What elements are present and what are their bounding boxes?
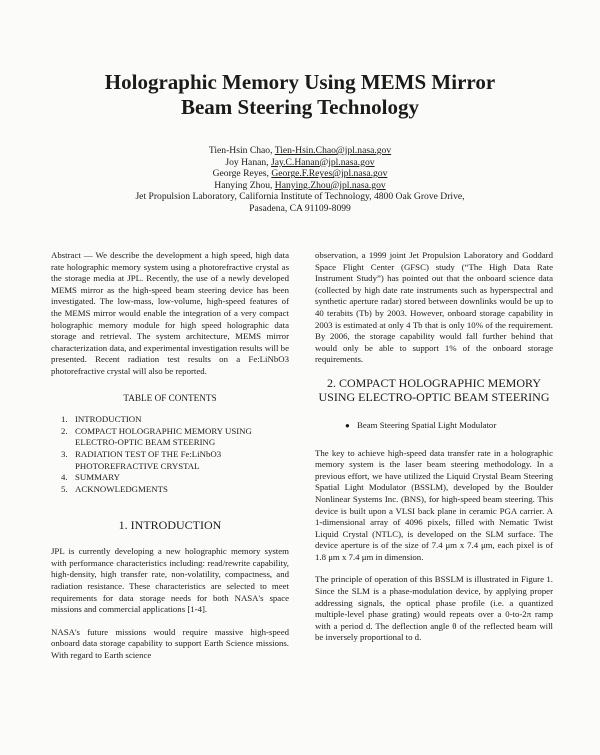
toc-item (61, 484, 289, 496)
bullet-icon: ● (345, 420, 350, 430)
intro-paragraph: JPL is currently developing a new holographic memory system with performance characteristics including: read/rewrite capability, high-density, high transfer rate, non-volatility, compactness, and radiation resistance. These characteristics are selected to meet requirements for data storage needs for both NASA's space missions and commercial applications [1-4]. (51, 546, 289, 615)
affiliation-line: Jet Propulsion Laboratory, California Institute of Technology, 4800 Oak Grove Drive, (135, 191, 465, 203)
author-name: Tien-Hsin Chao, (208, 145, 275, 156)
intro-paragraph: NASA's future missions would require massive high-speed onboard data storage capability to support Earth Science missions. With regard to Earth science (51, 626, 289, 661)
author-email-link[interactable]: George.F.Reyes@jpl.nasa.gov (271, 168, 388, 180)
bullet-text: Beam Steering Spatial Light Modulator (357, 419, 497, 430)
bullet-item (345, 420, 553, 432)
author-line (0, 168, 600, 180)
abstract-paragraph: Abstract — We describe the development a high speed, high data rate holographic memory system using a photorefractive crystal as the storage media at JPL. Recently, the use of a newly developed MEMS mirror as the high-speed beam steering device has been investigated. The low-mass, low-volume, high-speed features of the MEMS mirror would enable the integration of a very compact holographic memory module for high speed holographic data storage and retrieval. The system architecture, MEMS mirror characterization data, and experimental investigation results will be presented. Recent radiation test results on a Fe:LiNbO3 photorefractive crystal will also be reported. (51, 250, 289, 376)
toc-text: ACKNOWLEDGMENTS (75, 483, 168, 494)
toc-number: 2. (61, 425, 68, 436)
section-heading-compact-memory-line-1: 2. COMPACT HOLOGRAPHIC MEMORY (326, 375, 542, 390)
left-column (51, 250, 289, 662)
toc-number: 5. (61, 483, 68, 494)
toc-item (61, 472, 289, 484)
table-of-contents (51, 414, 289, 495)
toc-heading: TABLE OF CONTENTS (123, 392, 217, 403)
toc-text: SUMMARY (75, 472, 120, 483)
author-block (0, 145, 600, 215)
toc-item (61, 449, 289, 472)
section-heading-introduction: 1. INTRODUCTION (118, 518, 222, 533)
author-email-link[interactable]: Hanying.Zhou@jpl.nasa.gov (274, 179, 386, 191)
toc-number: 4. (61, 472, 68, 483)
toc-text: RADIATION TEST OF THE Fe:LiNbO3 PHOTOREFRACTIVE CRYSTAL (75, 448, 222, 471)
paper-title (0, 70, 600, 120)
title-line-2: Beam Steering Technology (180, 95, 419, 119)
author-email-link[interactable]: Tien-Hsin.Chao@jpl.nasa.gov (274, 145, 392, 156)
author-line (0, 145, 600, 157)
right-column (315, 250, 553, 644)
title-line-1: Holographic Memory Using MEMS Mirror (104, 70, 496, 94)
author-email-link[interactable]: Jay.C.Hanan@jpl.nasa.gov (270, 156, 375, 168)
body-paragraph: observation, a 1999 joint Jet Propulsion Laboratory and Goddard Space Flight Center (GFSC) study (“The High Data Rate Instrument Study”) has pointed out that the onboard science data (collected by high date rate instruments such as hyperspectral and synthetic aperture radar) stored between downlinks would be up to 40 terabits (Tb) by 2003. However, onboard storage capability in 2003 is estimated at only 4 Tb that is only 10% of the requirement. By 2006, the storage capability would fall further behind that would only be able to support 1% of the onboard storage requirements. (315, 250, 553, 365)
author-line (0, 180, 600, 192)
toc-item (61, 426, 289, 449)
author-name: George Reyes, (212, 168, 272, 180)
author-line (0, 157, 600, 169)
author-name: Joy Hanan, (225, 156, 271, 168)
toc-number: 3. (61, 448, 68, 459)
section-heading-compact-memory-line-2: USING ELECTRO-OPTIC BEAM STEERING (318, 389, 550, 404)
author-name: Hanying Zhou, (214, 179, 275, 191)
toc-number: 1. (61, 414, 68, 425)
affiliation-line: Pasadena, CA 91109-8099 (249, 202, 351, 214)
toc-text: COMPACT HOLOGRAPHIC MEMORY USING ELECTRO-OPTIC BEAM STEERING (75, 425, 252, 448)
body-paragraph: The principle of operation of this BSSLM is illustrated in Figure 1. Since the SLM is a phase-modulation device, by applying proper addressing signals, the optical phase profile (i.e. a quantized multiple-level phase grating) would repeats over a 0-to-2π ramp with a period d. The deflection angle θ of the reflected beam will be inversely proportional to d. (315, 574, 553, 643)
toc-item (61, 414, 289, 426)
toc-text: INTRODUCTION (75, 414, 142, 425)
body-paragraph: The key to achieve high-speed data transfer rate in a holographic memory system is the laser beam steering methodology. In a previous effort, we have utilized the Liquid Crystal Beam Steering Spatial Light Modulator (BSSLM), developed by the Boulder Nonlinear Systems Inc. (BNS), for high-speed beam steering. This device is built upon a VLSI back plane in ceramic PGA carrier. A 1-dimensional array of 4096 pixels, filled with Nematic Twist Liquid Crystal (NTLC), is developed on the SLM surface. The device aperture is of the size of 7.4 μm x 7.4 μm, each pixel is of 1.8 μm x 7.4 μm in dimension. (315, 447, 553, 562)
